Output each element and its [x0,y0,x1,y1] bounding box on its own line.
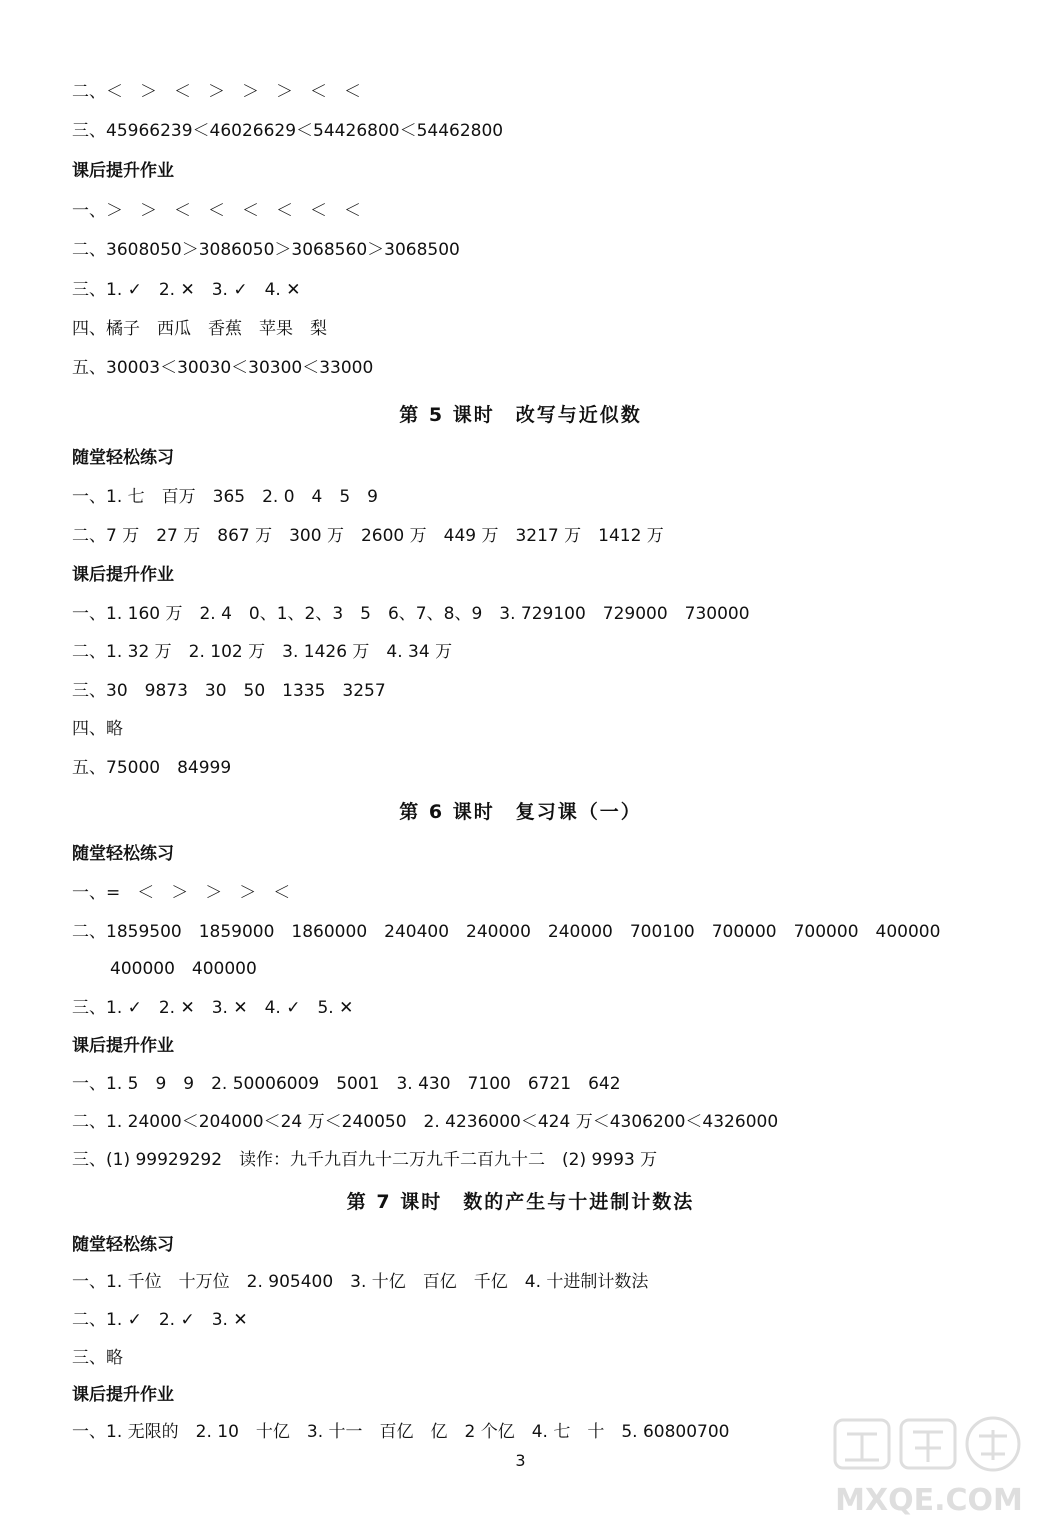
svg-text:MXQE.COM: MXQE.COM [835,1483,1023,1518]
section-subheading: 随堂轻松练习 [72,448,174,468]
line: 二、1. ✓ 2. ✓ 3. ✕ [72,1310,248,1330]
section-subheading: 课后提升作业 [72,565,174,585]
line: 一、1. 千位 十万位 2. 905400 3. 十亿 百亿 千亿 4. 十进制计数法 [72,1272,649,1292]
line: 400000 400000 [110,959,257,979]
watermark-logo [829,1412,1029,1522]
section-subheading: 课后提升作业 [72,1385,174,1405]
line: 五、75000 84999 [72,758,232,778]
line: 四、略 [72,719,123,739]
section-subheading: 课后提升作业 [72,1036,174,1056]
line: 三、30 9873 30 50 1335 3257 [72,681,386,701]
line: 一、= ＜ ＞ ＞ ＞ ＜ [72,883,291,903]
line: 二、＜ ＞ ＜ ＞ ＞ ＞ ＜ ＜ [72,82,361,102]
section-subheading: 随堂轻松练习 [72,844,174,864]
line: 二、1. 32 万 2. 102 万 3. 1426 万 4. 34 万 [72,642,453,662]
line: 一、1. 无限的 2. 10 十亿 3. 十一 百亿 亿 2 个亿 4. 七 十 5. 60800700 [72,1422,730,1442]
line: 二、1. 24000＜204000＜24 万＜240050 2. 4236000＜424 万＜4306200＜4326000 [72,1112,779,1132]
lesson-title: 第 7 课时 数的产生与十进制计数法 [346,1191,695,1213]
section-subheading: 课后提升作业 [72,161,174,181]
line: 一、1. 5 9 9 2. 50006009 5001 3. 430 7100 6721 642 [72,1074,621,1094]
line: 三、(1) 99929292 读作：九千九百九十二万九千二百九十二 (2) 9993 万 [72,1150,658,1170]
line: 三、1. ✓ 2. ✕ 3. ✕ 4. ✓ 5. ✕ [72,998,354,1018]
line: 五、30003＜30030＜30300＜33000 [72,358,374,378]
lesson-title: 第 5 课时 改写与近似数 [399,404,642,426]
line: 四、橘子 西瓜 香蕉 苹果 梨 [72,319,327,339]
section-subheading: 随堂轻松练习 [72,1235,174,1255]
line: 一、＞ ＞ ＜ ＜ ＜ ＜ ＜ ＜ [72,201,361,221]
page-number: 3 [515,1451,526,1470]
line: 三、略 [72,1348,123,1368]
line: 二、7 万 27 万 867 万 300 万 2600 万 449 万 3217 万 1412 万 [72,526,664,546]
line: 一、1. 160 万 2. 4 0、1、2、3 5 6、7、8、9 3. 729100 729000 730000 [72,604,750,624]
line: 三、45966239＜46026629＜54426800＜54462800 [72,121,504,141]
line: 二、1859500 1859000 1860000 240400 240000 240000 700100 700000 700000 400000 [72,922,941,942]
line: 三、1. ✓ 2. ✕ 3. ✓ 4. ✕ [72,280,301,300]
line: 二、3608050＞3086050＞3068560＞3068500 [72,240,460,260]
line: 一、1. 七 百万 365 2. 0 4 5 9 [72,487,378,507]
lesson-title: 第 6 课时 复习课（一） [399,801,642,823]
